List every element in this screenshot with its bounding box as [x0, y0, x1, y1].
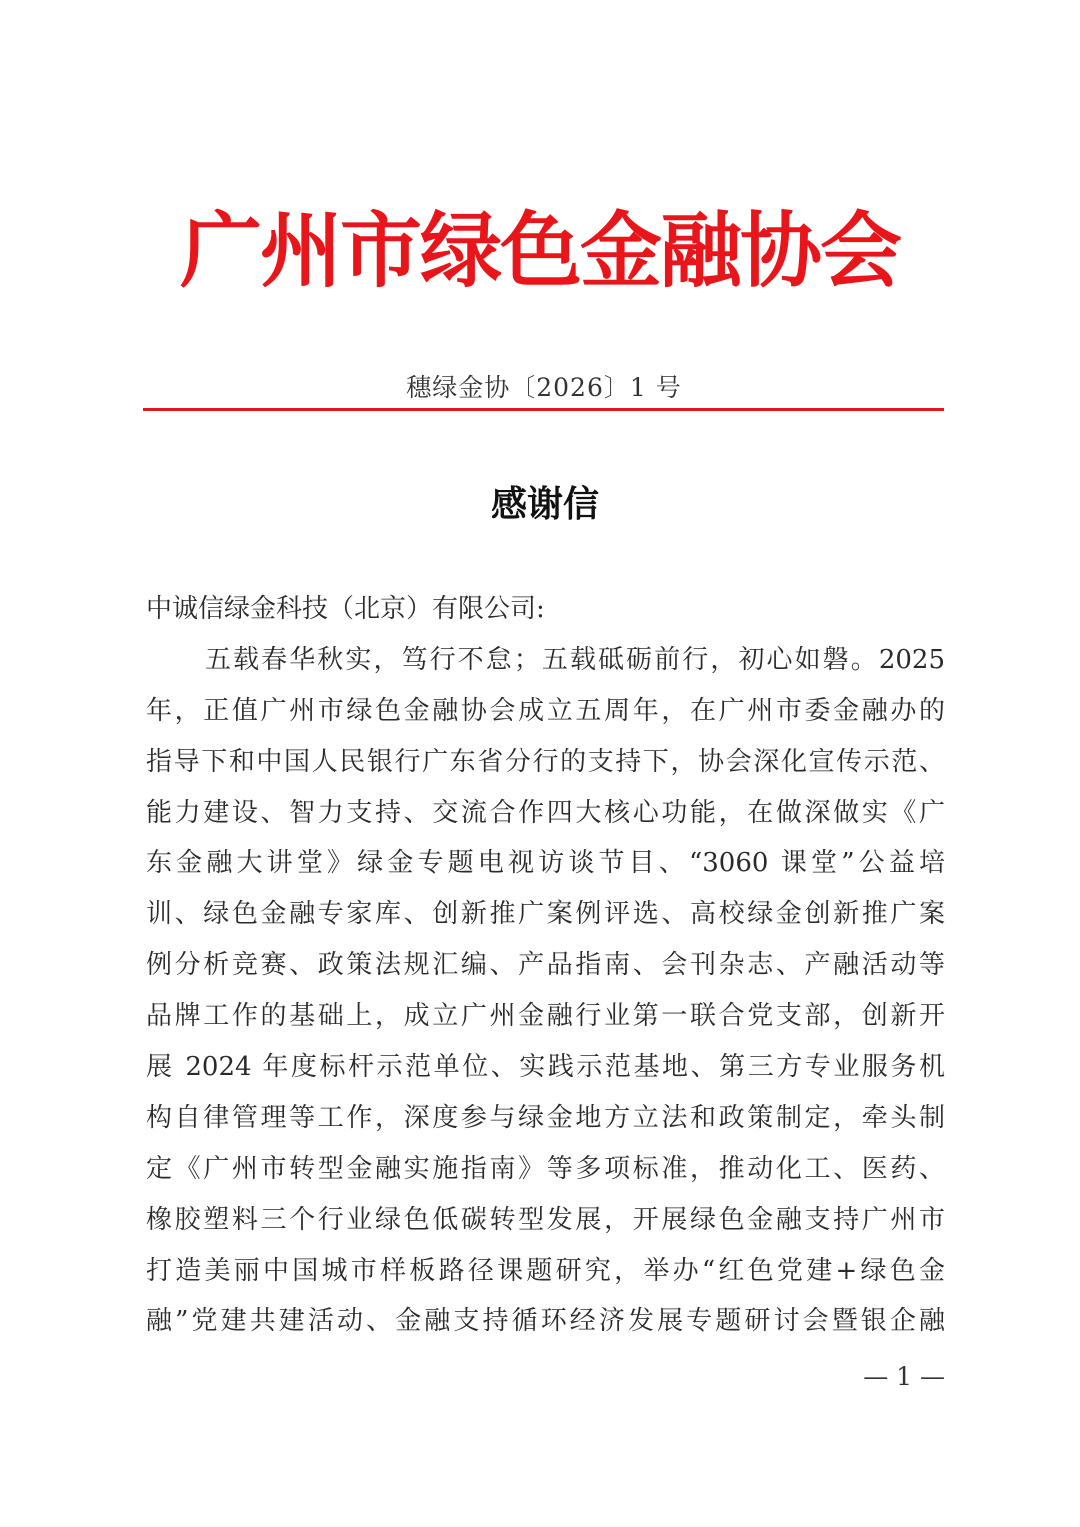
body-line: 展 2024 年度标杆示范单位、实践示范基地、第三方专业服务机 — [146, 1052, 945, 1083]
letterhead-title: 广州市绿色金融协会 — [179, 203, 900, 299]
body-line: 训、绿色金融专家库、创新推广案例评选、高校绿金创新推广案 — [146, 899, 945, 930]
body-line: 年，正值广州市绿色金融协会成立五周年，在广州市委金融办的 — [146, 695, 945, 726]
body-line: 五载春华秋实，笃行不怠；五载砥砺前行，初心如磐。2025 — [205, 644, 945, 675]
body-line: 打造美丽中国城市样板路径课题研究，举办“红色党建+绿色金 — [146, 1255, 945, 1286]
body-line: 定《广州市转型金融实施指南》等多项标准，推动化工、医药、 — [146, 1153, 945, 1184]
page-number: — 1 — — [863, 1362, 945, 1391]
letter-heading: 感谢信 — [490, 483, 599, 525]
body-line: 橡胶塑料三个行业绿色低碳转型发展，开展绿色金融支持广州市 — [146, 1204, 945, 1235]
salutation: 中诚信绿金科技（北京）有限公司: — [146, 594, 545, 624]
body-line: 品牌工作的基础上，成立广州金融行业第一联合党支部，创新开 — [146, 1001, 945, 1032]
body-line: 构自律管理等工作，深度参与绿金地方立法和政策制定，牵头制 — [146, 1102, 945, 1133]
body-line: 融”党建共建活动、金融支持循环经济发展专题研讨会暨银企融 — [146, 1306, 945, 1337]
body-line: 能力建设、智力支持、交流合作四大核心功能，在做深做实《广 — [146, 797, 945, 828]
body-line: 东金融大讲堂》绿金专题电视访谈节目、“3060 课堂”公益培 — [146, 848, 945, 879]
letter-body — [146, 584, 945, 1347]
body-line: 指导下和中国人民银行广东省分行的支持下，协会深化宣传示范、 — [146, 746, 945, 777]
document-number: 穗绿金协〔2026〕1 号 — [406, 373, 682, 402]
body-line: 例分析竞赛、政策法规汇编、产品指南、会刊杂志、产融活动等 — [146, 950, 945, 981]
red-divider — [143, 408, 944, 411]
